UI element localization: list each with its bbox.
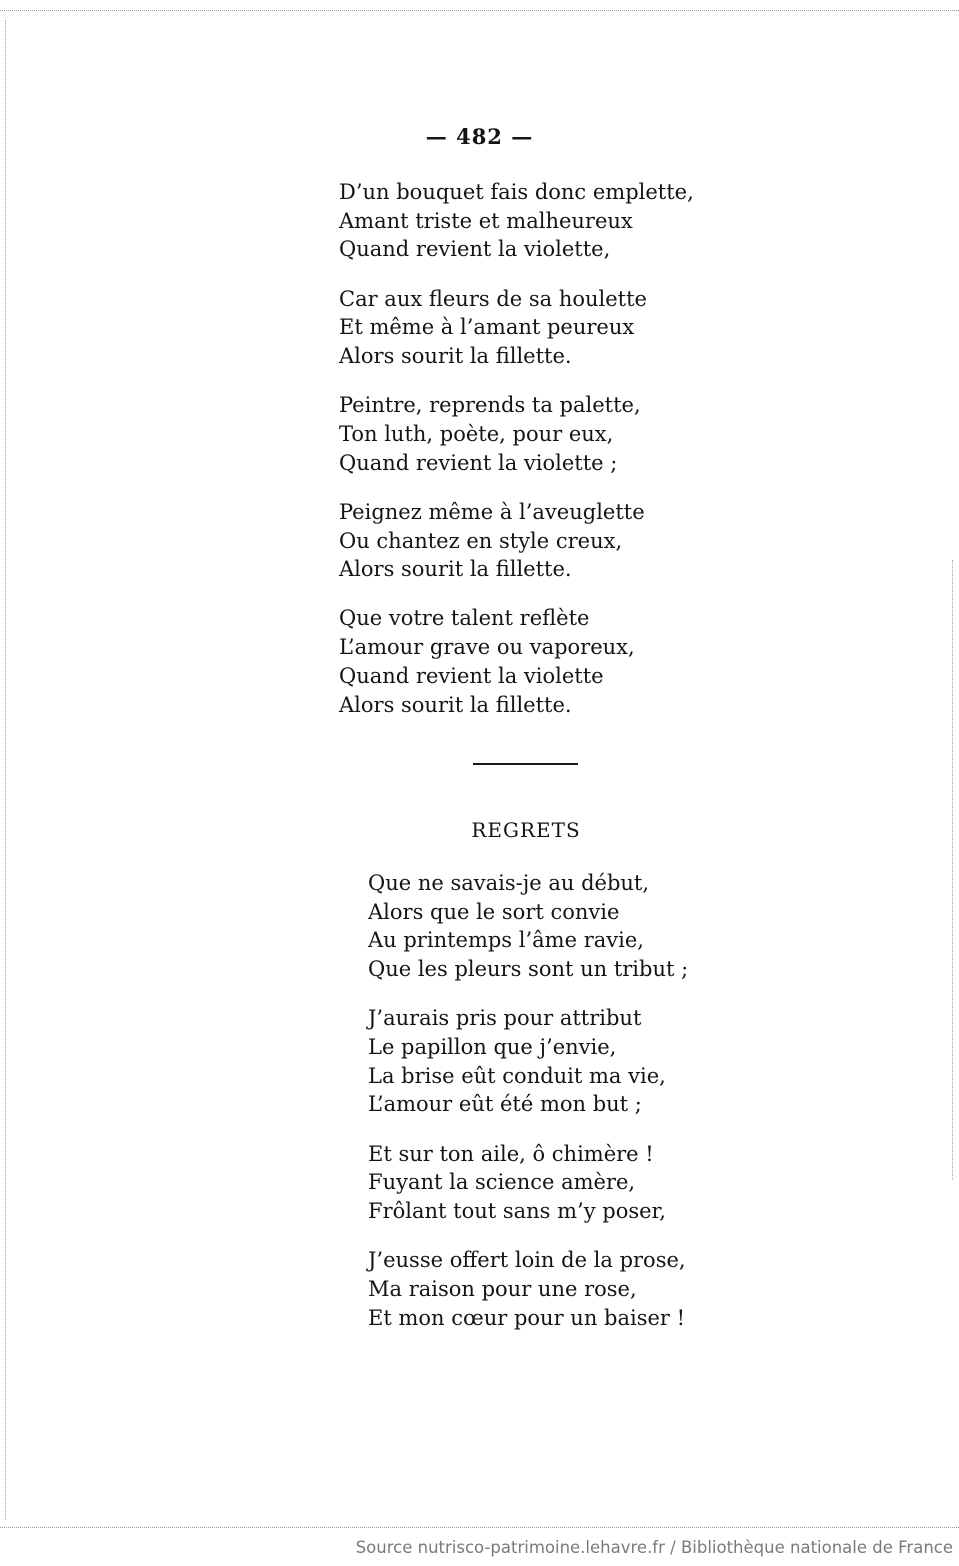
stanza (339, 285, 694, 371)
verse-line: Au printemps l’âme ravie, (368, 928, 644, 953)
right-margin-specks (952, 560, 953, 1180)
verse-line: Frôlant tout sans m’y poser, (368, 1199, 666, 1224)
stanza (339, 391, 694, 477)
verse-line: Fuyant la science amère, (368, 1170, 636, 1195)
stanza (339, 498, 694, 584)
verse-line: Alors que le sort convie (368, 899, 620, 924)
source-credit: Source nutrisco-patrimoine.lehavre.fr / Bibliothèque nationale de France (355, 1538, 953, 1557)
verse-line: La brise eût conduit ma vie, (368, 1063, 666, 1088)
verse-line: Alors sourit la fillette. (339, 344, 572, 369)
verse-line: Ou chantez en style creux, (339, 528, 623, 553)
verse-line: L’amour grave ou vaporeux, (339, 635, 635, 660)
stanza (368, 1004, 688, 1119)
page-number: — 482 — (425, 124, 534, 149)
verse-line: Ton luth, poète, pour eux, (339, 421, 614, 446)
verse-line: Peignez même à l’aveuglette (339, 499, 645, 524)
stanza (368, 869, 688, 984)
stanza (368, 1246, 688, 1332)
verse-line: J’eusse offert loin de la prose, (368, 1248, 686, 1273)
verse-line: D’un bouquet fais donc emplette, (339, 180, 694, 204)
verse-line: Le papillon que j’envie, (368, 1035, 617, 1060)
verse-line: Peintre, reprends ta palette, (339, 393, 641, 418)
verse-line: Et mon cœur pour un baiser ! (368, 1305, 686, 1330)
bottom-edge-specks (0, 1527, 959, 1528)
poem-violette (339, 178, 694, 719)
verse-line: Que ne savais-je au début, (368, 871, 650, 895)
verse-line: Quand revient la violette, (339, 237, 611, 262)
left-margin-specks (5, 20, 6, 1520)
verse-line: Que votre talent reflète (339, 606, 590, 631)
verse-line: Et même à l’amant peureux (339, 315, 635, 340)
top-edge-specks (0, 10, 959, 11)
poem-regrets (368, 869, 688, 1332)
verse-line: Et sur ton aile, ô chimère ! (368, 1141, 654, 1166)
stanza (339, 604, 694, 719)
verse-line: J’aurais pris pour attribut (368, 1006, 642, 1031)
verse-line: Ma raison pour une rose, (368, 1276, 637, 1301)
verse-line: Amant triste et malheureux (339, 208, 633, 233)
verse-line: L’amour eût été mon but ; (368, 1092, 642, 1117)
verse-line: Quand revient la violette (339, 663, 604, 688)
poem-title-regrets: REGRETS (471, 818, 581, 842)
verse-line: Alors sourit la fillette. (339, 557, 572, 582)
section-divider (473, 763, 578, 765)
stanza (339, 178, 694, 264)
verse-line: Quand revient la violette ; (339, 450, 618, 475)
verse-line: Car aux fleurs de sa houlette (339, 286, 647, 311)
verse-line: Alors sourit la fillette. (339, 692, 572, 717)
verse-line: Que les pleurs sont un tribut ; (368, 957, 689, 982)
stanza (368, 1140, 688, 1226)
